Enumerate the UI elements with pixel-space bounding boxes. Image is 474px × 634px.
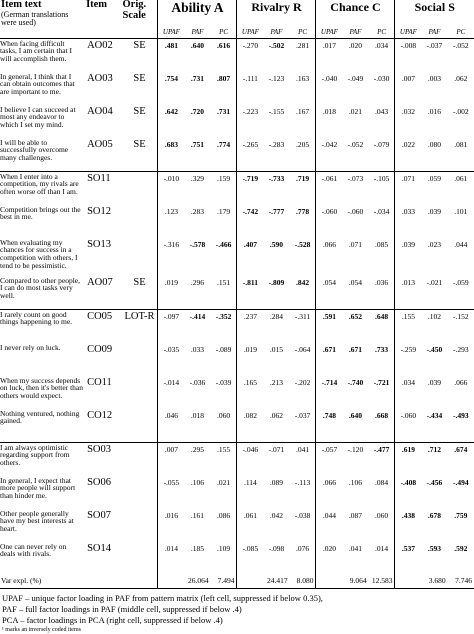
item-text: I believe I can succeed at most any endeavor to which I set my mind.: [0, 104, 76, 129]
loading-cell: .013: [395, 276, 421, 310]
loading-cell: .652: [348, 311, 363, 321]
loading-cell: .590: [269, 239, 284, 249]
loading-cell: .059: [427, 173, 442, 183]
item-text: When my success depends on luck, then it's better than others would expect.: [0, 375, 83, 400]
note-inverse: ¹ marks an inversely coded items: [2, 626, 81, 633]
loading-cell: .106: [190, 477, 205, 487]
header-item-text-note: (German translations were used): [1, 9, 69, 27]
loading-cell: -.450: [426, 344, 443, 354]
loading-cell: .619: [395, 442, 421, 476]
loading-cell: -.120: [347, 444, 364, 454]
loading-cell: .042: [269, 510, 284, 520]
loading-cell: .081: [448, 138, 474, 172]
table-row: [0, 442, 474, 476]
table-row: [0, 542, 474, 575]
loading-cell: .731: [190, 73, 205, 83]
table-row: [0, 343, 474, 376]
loading-cell: .774: [211, 138, 237, 172]
loading-cell: .044: [454, 239, 468, 249]
loading-cell: .060: [211, 409, 237, 443]
loading-cell: -.202: [294, 377, 311, 387]
loading-cell: .043: [374, 106, 389, 116]
loading-cell: .066: [316, 238, 342, 276]
loading-cell: -.742: [237, 205, 263, 238]
loading-cell: .034: [395, 376, 421, 409]
item-code: SO12: [87, 205, 111, 217]
loading-cell: .642: [158, 105, 184, 138]
item-text: In general, I expect that more people will support than hinder me.: [0, 475, 76, 500]
item-code: CO05: [87, 310, 113, 322]
loading-cell: -.021: [421, 276, 447, 310]
loading-cell: .683: [158, 138, 184, 172]
loading-cell: .054: [342, 276, 368, 310]
orig-scale: SE: [133, 72, 146, 84]
loading-cell: -.097: [158, 309, 184, 343]
loading-cell: -.259: [395, 343, 421, 376]
loading-cell: .640: [342, 409, 368, 443]
loading-cell: -.036: [189, 377, 206, 387]
loading-cell: .407: [237, 238, 263, 276]
loading-cell: -.037: [426, 40, 443, 50]
loading-cell: -.283: [263, 138, 289, 172]
subheader-pc: PC: [369, 27, 395, 39]
loading-cell: .066: [316, 476, 342, 509]
loading-cell: .014: [374, 543, 389, 553]
loading-cell: -.089: [215, 344, 232, 354]
loading-cell: -.030: [373, 73, 390, 83]
subheader-upaf: UPAF: [237, 27, 263, 39]
loading-cell: .674: [454, 444, 468, 454]
loading-cell: .778: [295, 206, 310, 216]
table-row: [0, 72, 474, 105]
var-expl-blank: [158, 575, 184, 589]
loading-cell: .114: [237, 476, 263, 509]
orig-scale: SE: [122, 138, 158, 172]
loading-cell: -.434: [421, 409, 447, 443]
item-text: I never rely on luck.: [0, 342, 61, 352]
loading-cell: -.060: [347, 206, 364, 216]
loading-cell: .061: [237, 509, 263, 542]
loading-cell: -.494: [453, 477, 469, 487]
loading-cell: -.270: [237, 38, 263, 72]
loading-cell: -.105: [373, 173, 390, 183]
loading-cell: -.528: [294, 239, 311, 249]
item-code: CO09: [87, 343, 113, 355]
loading-cell: -.414: [189, 311, 206, 321]
item-text: One can never rely on deals with rivals.: [0, 541, 67, 559]
table-row: [0, 376, 474, 409]
loading-cell: .021: [348, 106, 363, 116]
loading-cell: -.055: [158, 476, 184, 509]
loading-cell: .018: [184, 409, 210, 443]
loading-cell: .066: [454, 377, 468, 387]
loading-cell: .213: [269, 377, 284, 387]
item-text: Compared to other people, I can do most tasks very well.: [0, 276, 85, 310]
orig-scale: [122, 205, 158, 238]
loading-cell: -.740: [347, 377, 364, 387]
loading-cell: -.098: [268, 543, 285, 553]
loading-cell: .720: [190, 106, 205, 116]
loading-cell: .719: [295, 173, 310, 183]
loading-cell: -.038: [294, 510, 311, 520]
loading-cell: -.719: [237, 171, 263, 205]
loading-cell: .034: [374, 40, 389, 50]
subheader-pc: PC: [448, 27, 474, 39]
loading-cell: .039: [427, 206, 442, 216]
loading-cell: .082: [237, 409, 263, 443]
loading-cell: .007: [395, 72, 421, 105]
header-factor-social: Social S: [395, 0, 474, 27]
loading-cell: .537: [395, 542, 421, 575]
loading-cell: .003: [427, 73, 442, 83]
loading-cell: -.059: [448, 276, 474, 310]
loading-cell: .020: [348, 40, 363, 50]
table-row: [0, 105, 474, 138]
item-text: Other people generally have my best interests at heart.: [0, 508, 74, 533]
loading-cell: .046: [158, 409, 184, 443]
loading-cell: .165: [237, 376, 263, 409]
loading-cell: -.071: [268, 444, 285, 454]
loading-cell: .106: [348, 477, 363, 487]
loading-cell: -.034: [373, 206, 390, 216]
loading-cell: -.477: [373, 444, 390, 454]
loading-cell: .731: [216, 106, 231, 116]
note-paf: PAF – full factor loadings in PAF (middle cell, suppressed if below .4): [2, 603, 242, 614]
item-code: CO11: [87, 376, 112, 388]
loading-cell: -.265: [237, 138, 263, 172]
loading-cell: -.811: [237, 276, 263, 310]
loading-cell: -.352: [215, 311, 232, 321]
orig-scale: [122, 171, 158, 205]
header-orig-scale: Orig. Scale: [122, 0, 147, 21]
loading-cell: .089: [269, 477, 284, 487]
table-row: [0, 171, 474, 205]
loading-cell: -.085: [237, 542, 263, 575]
loading-cell: .640: [190, 40, 205, 50]
loading-cell: .593: [427, 543, 442, 553]
loading-cell: -.809: [263, 276, 289, 310]
loading-cell: .283: [190, 206, 205, 216]
item-text: In general, I think that I can obtain outcomes that are important to me.: [0, 71, 75, 96]
var-expl-value: 8.080: [290, 575, 316, 589]
loading-cell: .087: [348, 510, 363, 520]
loading-cell: .041: [295, 444, 310, 454]
item-text: I rarely count on good things happening to me.: [0, 309, 73, 327]
loading-cell: .159: [216, 173, 231, 183]
var-expl-label: Var expl. (%): [0, 575, 158, 589]
loading-cell: .733: [374, 344, 389, 354]
loading-cell: -.052: [342, 138, 368, 172]
loading-cell: .592: [454, 543, 468, 553]
orig-scale: [122, 238, 158, 276]
loading-cell: -.733: [268, 173, 285, 183]
loading-cell: -.060: [316, 205, 342, 238]
loading-cell: -.073: [347, 173, 364, 183]
loading-cell: -.049: [347, 73, 364, 83]
loading-cell: .754: [158, 72, 184, 105]
loading-cell: -.714: [316, 376, 342, 409]
loading-cell: .237: [237, 309, 263, 343]
loading-cell: .071: [395, 171, 421, 205]
var-expl-value: 7.746: [448, 575, 474, 589]
loading-cell: -.008: [395, 38, 421, 72]
loading-cell: -.002: [453, 106, 469, 116]
table-row: [0, 309, 474, 343]
orig-scale: SE: [133, 39, 146, 51]
table-notes: [0, 589, 474, 634]
item-code: SO11: [87, 172, 111, 184]
loading-cell: .748: [316, 409, 342, 443]
loading-cell: .014: [158, 542, 184, 575]
loading-cell: .054: [316, 276, 342, 310]
loading-cell: -.456: [426, 477, 443, 487]
subheader-upaf: UPAF: [158, 27, 184, 39]
var-expl-value: 9.064: [342, 575, 368, 589]
loading-cell: .086: [216, 510, 231, 520]
loading-cell: .842: [290, 276, 316, 310]
var-expl-blank: [316, 575, 342, 589]
item-code: AO04: [87, 105, 113, 117]
header-item-text: Item text (German translations were used): [0, 0, 85, 27]
header-factor-chance: Chance C: [316, 0, 395, 27]
header-factor-ability: Ability A: [158, 0, 237, 27]
loading-cell: .016: [158, 509, 184, 542]
loading-cell: -.777: [268, 206, 285, 216]
loading-cell: .751: [184, 138, 210, 172]
loading-cell: .329: [190, 173, 205, 183]
loading-cell: .016: [427, 106, 442, 116]
loading-cell: .668: [369, 409, 395, 443]
var-expl-value: 12.583: [369, 575, 395, 589]
loading-cell: -.408: [395, 476, 421, 509]
loading-cell: .021: [216, 477, 231, 487]
loading-cell: .648: [374, 311, 389, 321]
loading-cell: -.316: [158, 238, 184, 276]
loading-cell: -.052: [453, 40, 469, 50]
orig-scale: [122, 442, 158, 476]
item-code: AO05: [85, 138, 121, 172]
loading-cell: -.155: [268, 106, 285, 116]
var-expl-value: 3.680: [421, 575, 447, 589]
subheader-pc: PC: [211, 27, 237, 39]
loading-cell: -.311: [294, 311, 311, 321]
orig-scale: SE: [133, 105, 146, 117]
loading-cell: .591: [316, 309, 342, 343]
item-text: When facing difficult tasks, I am certain that I will accomplish them.: [0, 38, 73, 63]
loading-cell: -.057: [316, 442, 342, 476]
item-code: SO03: [87, 443, 111, 455]
var-expl-value: 26.064: [184, 575, 210, 589]
loading-cell: -.064: [294, 344, 311, 354]
header-item: Item: [86, 0, 108, 10]
loading-cell: .039: [395, 238, 421, 276]
loading-cell: .179: [216, 206, 231, 216]
loading-cell: .671: [348, 344, 363, 354]
loading-cell: .036: [369, 276, 395, 310]
loading-cell: -.123: [268, 73, 285, 83]
table-row: [0, 509, 474, 542]
loading-cell: .296: [184, 276, 210, 310]
loading-cell: .033: [190, 344, 205, 354]
loading-cell: .671: [316, 343, 342, 376]
item-code: CO12: [85, 409, 121, 443]
subheader-paf: PAF: [263, 27, 289, 39]
note-upaf: UPAF – unique factor loading in PAF from pattern matrix (left cell, suppressed if below 0.35),: [2, 592, 323, 603]
loading-cell: .101: [454, 206, 468, 216]
loading-cell: -.079: [369, 138, 395, 172]
var-expl-blank: [395, 575, 421, 589]
loading-cell: -.040: [316, 72, 342, 105]
loading-cell: .039: [427, 377, 442, 387]
subheader-paf: PAF: [342, 27, 368, 39]
item-text: Nothing ventured, nothing gained.: [0, 409, 85, 443]
loading-cell: -.293: [453, 344, 469, 354]
loading-cell: .151: [211, 276, 237, 310]
orig-scale: [122, 376, 158, 409]
loading-cell: .033: [395, 205, 421, 238]
item-text: I am always optimistic regarding support from others.: [0, 442, 70, 467]
loading-cell: .007: [158, 442, 184, 476]
loading-cell: -.111: [237, 72, 263, 105]
subheader-upaf: UPAF: [395, 27, 421, 39]
table-row: [0, 38, 474, 72]
loading-cell: .061: [454, 173, 468, 183]
orig-scale: [122, 542, 158, 575]
loading-cell: -.578: [189, 239, 206, 249]
loading-cell: -.010: [158, 171, 184, 205]
item-code: SO13: [87, 238, 111, 250]
item-text: I will be able to successfully overcome many challenges.: [0, 138, 85, 172]
loading-cell: .080: [421, 138, 447, 172]
loading-cell: -.721: [373, 377, 390, 387]
loading-cell: .019: [237, 343, 263, 376]
loading-cell: .023: [427, 239, 442, 249]
loading-cell: -.223: [237, 105, 263, 138]
loading-cell: -.035: [158, 343, 184, 376]
loading-cell: .438: [395, 509, 421, 542]
item-code: SO06: [87, 476, 111, 488]
loading-cell: .712: [427, 444, 442, 454]
loading-cell: .481: [158, 38, 184, 72]
loading-cell: .161: [190, 510, 205, 520]
item-text: Competition brings out the best in me.: [0, 204, 81, 222]
loading-cell: .019: [158, 276, 184, 310]
loading-cell: -.152: [453, 311, 469, 321]
loading-cell: .295: [190, 444, 205, 454]
header-factor-rivalry: Rivalry R: [237, 0, 316, 27]
loading-cell: -.061: [316, 171, 342, 205]
loading-cell: .205: [290, 138, 316, 172]
loading-cell: .102: [427, 311, 442, 321]
loading-cell: -.466: [215, 239, 232, 249]
item-code: SO14: [87, 542, 111, 554]
loading-cell: .071: [348, 239, 363, 249]
orig-scale: LOT-R: [124, 310, 155, 322]
loading-cell: .084: [374, 477, 389, 487]
loading-cell: -.502: [268, 40, 285, 50]
table-row: [0, 238, 474, 276]
loading-cell: .167: [295, 106, 310, 116]
subheader-paf: PAF: [184, 27, 210, 39]
loading-cell: .062: [263, 409, 289, 443]
loading-cell: .032: [395, 105, 421, 138]
loading-cell: -.046: [237, 442, 263, 476]
orig-scale: [122, 343, 158, 376]
loading-cell: .109: [216, 543, 231, 553]
loading-cell: .060: [374, 510, 389, 520]
loading-cell: .616: [216, 40, 231, 50]
item-code: AO07: [85, 276, 121, 310]
table-row: [0, 205, 474, 238]
loading-cell: .018: [316, 105, 342, 138]
loading-cell: .163: [295, 73, 310, 83]
orig-scale: [122, 509, 158, 542]
loading-cell: -.039: [215, 377, 232, 387]
loading-cell: .123: [158, 205, 184, 238]
subheader-upaf: UPAF: [316, 27, 342, 39]
loading-cell: .022: [395, 138, 421, 172]
table-row: [0, 138, 474, 172]
item-code: AO03: [87, 72, 113, 84]
table-row: [0, 476, 474, 509]
loading-cell: .062: [454, 73, 468, 83]
loading-cell: .017: [316, 38, 342, 72]
loading-cell: .281: [295, 40, 310, 50]
var-expl-blank: [237, 575, 263, 589]
loading-cell: .155: [216, 444, 231, 454]
loading-cell: -.060: [395, 409, 421, 443]
item-code: AO02: [87, 39, 113, 51]
loading-cell: .807: [216, 73, 231, 83]
loading-cell: -.037: [290, 409, 316, 443]
loading-cell: .284: [269, 311, 284, 321]
loading-cell: .759: [454, 510, 468, 520]
orig-scale: [122, 476, 158, 509]
loading-cell: .041: [348, 543, 363, 553]
loading-cell: -.042: [316, 138, 342, 172]
orig-scale: SE: [122, 276, 158, 310]
loading-cell: -.113: [294, 477, 311, 487]
item-text: When I enter into a competition, my rivals are often worse off than I am.: [0, 171, 79, 196]
item-text: When evaluating my chances for success in a competition with others, I tend to be pessimistic.: [0, 237, 78, 270]
loading-cell: .155: [395, 309, 421, 343]
loading-cell: -.493: [448, 409, 474, 443]
loading-cell: .085: [374, 239, 389, 249]
var-expl-value: 7.494: [211, 575, 237, 589]
table-row: [0, 276, 474, 310]
loading-cell: .076: [295, 543, 310, 553]
loading-cell: -.014: [158, 376, 184, 409]
subheader-pc: PC: [290, 27, 316, 39]
loading-cell: .678: [427, 510, 442, 520]
item-code: SO07: [87, 509, 111, 521]
orig-scale: [122, 409, 158, 443]
loading-cell: .015: [269, 344, 284, 354]
subheader-paf: PAF: [421, 27, 447, 39]
var-expl-value: 24.417: [263, 575, 289, 589]
loading-cell: .044: [316, 509, 342, 542]
note-pca: PCA – factor loadings in PCA (right cell, suppressed if below .4): [2, 614, 223, 625]
loading-cell: .020: [316, 542, 342, 575]
loading-cell: .185: [190, 543, 205, 553]
table-row: [0, 409, 474, 443]
